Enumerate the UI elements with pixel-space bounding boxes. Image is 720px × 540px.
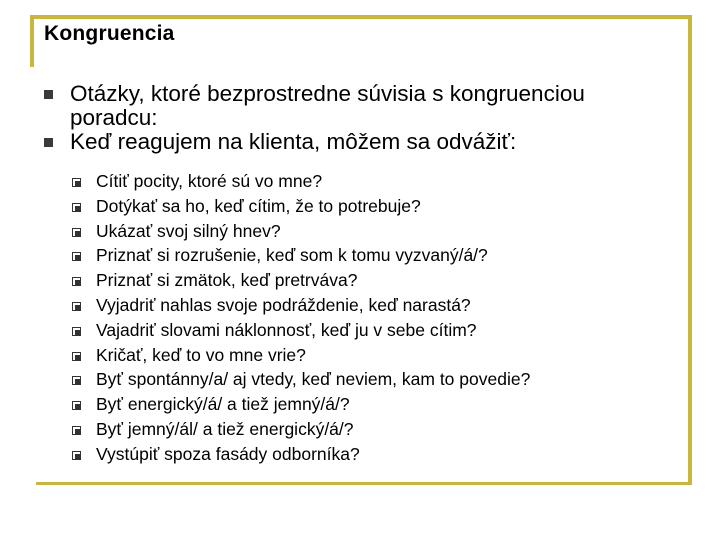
sub-bullet-text: Vajadriť slovami náklonnosť, keď ju v sebe cítim? — [96, 319, 477, 340]
sub-bullet-item — [72, 343, 672, 368]
frame-top-line — [30, 15, 692, 19]
sub-bullet-text: Dotýkať sa ho, keď cítim, že to potrebuje? — [96, 195, 421, 216]
boxed-square-bullet-icon — [72, 376, 81, 385]
frame-right-line — [688, 15, 692, 485]
boxed-square-bullet-icon — [72, 327, 81, 336]
sub-bullet-text: Kričať, keď to vo mne vrie? — [96, 344, 306, 365]
sub-bullet-text: Vystúpiť spoza fasády odborníka? — [96, 443, 360, 464]
sub-bullet-item — [72, 392, 672, 417]
sub-bullet-item — [72, 169, 672, 194]
main-bullet-text: Otázky, ktoré bezprostredne súvisia s kongruenciou poradcu: — [70, 81, 585, 130]
frame-left-line — [30, 15, 34, 67]
sub-bullet-item — [72, 194, 672, 219]
boxed-square-bullet-icon — [72, 178, 81, 187]
sub-bullet-item — [72, 219, 672, 244]
sub-bullet-item — [72, 417, 672, 442]
sub-bullet-item — [72, 268, 672, 293]
main-bullet-item — [44, 130, 674, 154]
square-bullet-icon — [44, 90, 53, 99]
boxed-square-bullet-icon — [72, 252, 81, 261]
boxed-square-bullet-icon — [72, 203, 81, 212]
boxed-square-bullet-icon — [72, 401, 81, 410]
sub-bullet-item — [72, 367, 672, 392]
sub-bullet-text: Priznať si zmätok, keď pretrváva? — [96, 270, 358, 291]
boxed-square-bullet-icon — [72, 277, 81, 286]
square-bullet-icon — [44, 138, 53, 147]
main-bullet-item — [44, 82, 674, 130]
main-bullet-list — [44, 82, 674, 154]
sub-bullet-text: Byť spontánny/a/ aj vtedy, keď neviem, kam to povedie? — [96, 369, 531, 390]
boxed-square-bullet-icon — [72, 352, 81, 361]
sub-bullet-item — [72, 442, 672, 467]
sub-bullet-list — [72, 169, 672, 467]
boxed-square-bullet-icon — [72, 228, 81, 237]
sub-bullet-text: Cítiť pocity, ktoré sú vo mne? — [96, 171, 323, 191]
frame-bottom-line — [36, 482, 692, 485]
boxed-square-bullet-icon — [72, 451, 81, 460]
sub-bullet-item — [72, 318, 672, 343]
boxed-square-bullet-icon — [72, 426, 81, 435]
boxed-square-bullet-icon — [72, 302, 81, 311]
sub-bullet-item — [72, 293, 672, 318]
slide-title: Kongruencia — [44, 22, 175, 45]
sub-bullet-item — [72, 243, 672, 268]
sub-bullet-text: Byť energický/á/ a tiež jemný/á/? — [96, 394, 350, 415]
sub-bullet-text: Vyjadriť nahlas svoje podráždenie, keď narastá? — [96, 294, 471, 315]
sub-bullet-text: Priznať si rozrušenie, keď som k tomu vyzvaný/á/? — [96, 245, 488, 266]
main-bullet-text: Keď reagujem na klienta, môžem sa odvážiť: — [70, 129, 517, 154]
sub-bullet-text: Byť jemný/ál/ a tiež energický/á/? — [96, 418, 354, 439]
sub-bullet-text: Ukázať svoj silný hnev? — [96, 220, 281, 241]
